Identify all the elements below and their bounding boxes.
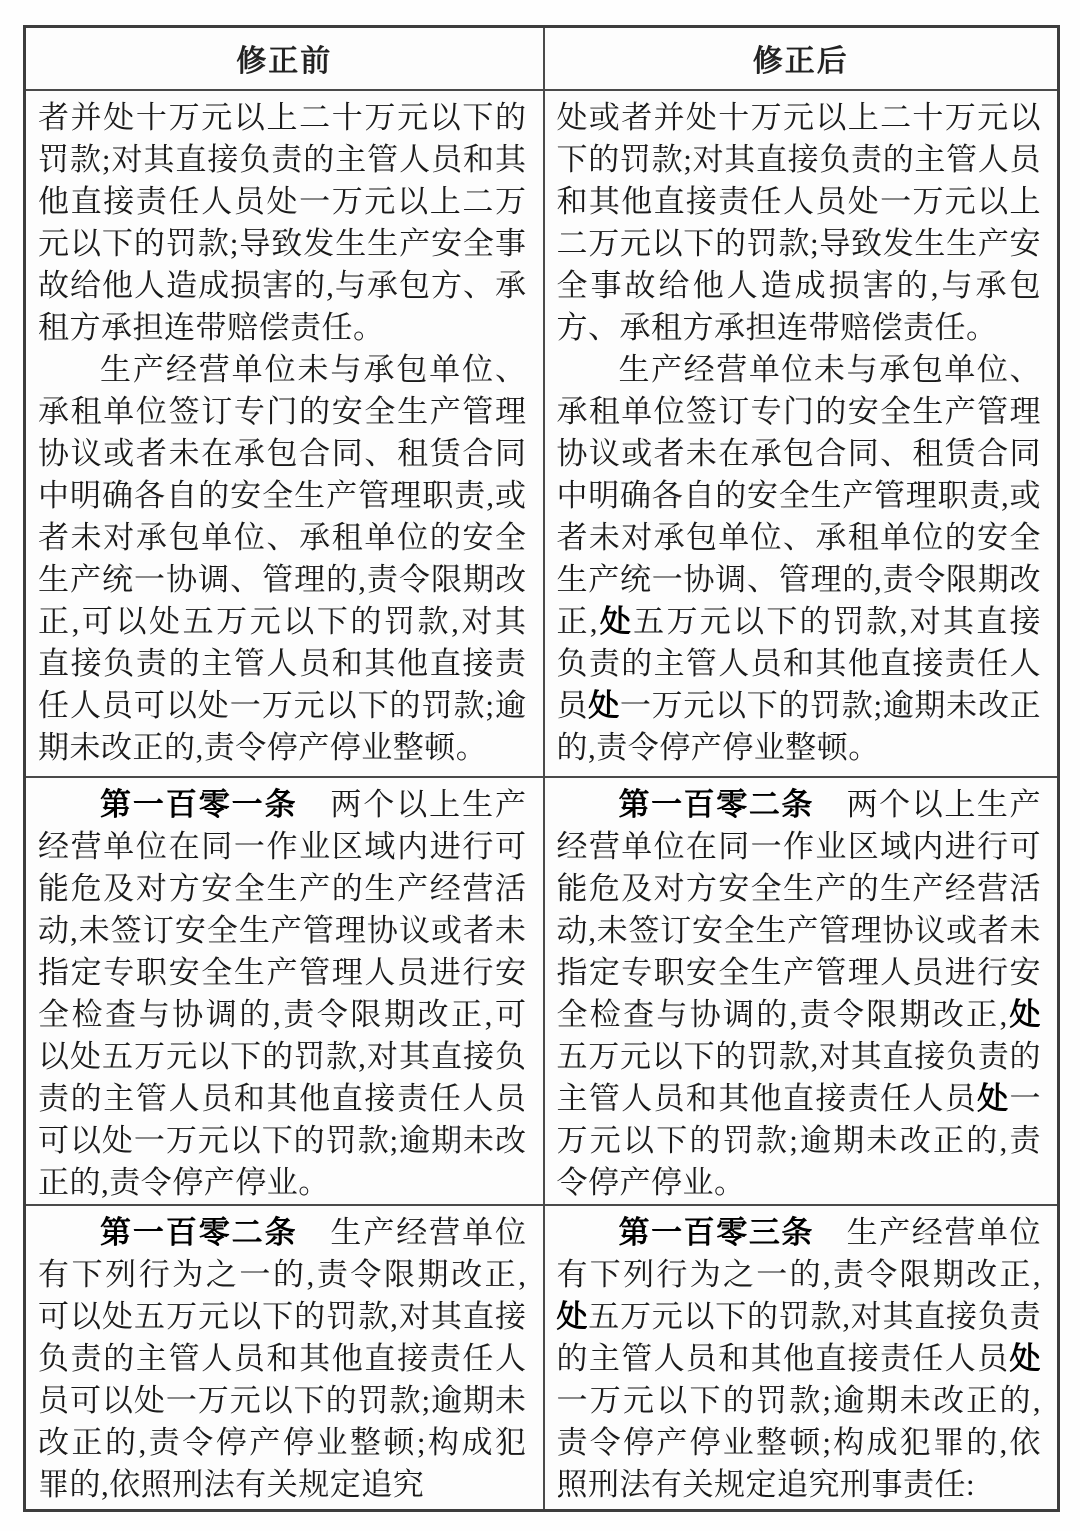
table-row: [25, 1205, 1059, 1511]
amended-bold-text: 第一百零三条: [618, 1214, 814, 1250]
header-row: [25, 27, 1059, 90]
column-header-before: 修正前: [25, 27, 544, 90]
paragraph: [38, 784, 527, 1204]
amended-bold-text: 第一百零二条: [100, 1214, 298, 1250]
amended-bold-text: 处: [977, 1080, 1010, 1116]
text-run: 生产经营单位有下列行为之一的,责令限期改正,: [556, 1214, 1041, 1292]
amended-bold-text: 第一百零一条: [100, 786, 298, 822]
text-run: 五万元以下的罚款,对其直接负责的主管人员和其他直接责任: [556, 603, 1042, 681]
paragraph: [38, 349, 527, 769]
text-run: 人员: [556, 645, 1041, 723]
amended-bold-text: 处: [588, 687, 620, 723]
text-run: 一万元以下的罚款;逾期未改正的,责令停产停业整顿。: [556, 687, 1042, 765]
table-row: [25, 90, 1059, 777]
cell-after-row1: [544, 90, 1059, 777]
text-run: 两个以上生产经营单位在同一作业区域内进行可能危及对方安全生产的生产经营活动,未签订安全生产管理协议或者未指定专职安全生产管理人员进行安全检查与协调的,责令限期改正,: [556, 786, 1041, 1032]
cell-before-row2: [25, 777, 544, 1205]
text-run: 两个以上生产经营单位在同一作业区域内进行可能危及对方安全生产的生产经营活动,未签订安全生产管理协议或者未指定专职安全生产管理人员进行安全检查与协调的,责令限期改正,可以处五万元以下的罚款,对其直接负责的主管人员和其他直接责任人员可以处一万元以下的罚款;逾期未改正的,责令停产停业。: [38, 786, 527, 1200]
amended-bold-text: 处: [1007, 996, 1042, 1032]
text-run: 生产经营单位未与承包单位、承租单位签订专门的安全生产管理协议或者未在承包合同、租赁合同中明确各自的安全生产管理职责,或者未对承包单位、承租单位的安全生产统一协调、管理的,责令限期改正,可以处五万元以下的罚款,对其直接负责的主管人员和其他直接责任人员可以处一万元以下的罚款;逾期未改正的,责令停产停业整顿。: [38, 351, 527, 765]
cell-after-row2: [544, 777, 1059, 1205]
paragraph: [557, 784, 1042, 1204]
text-run: 五万元以下的罚款,对其直接负责的主管人员和其他直接责任人员: [556, 1298, 1041, 1376]
text-run: 五万元以下的罚款,对其直接负责的主管人员和其他直接责任人员: [556, 1038, 1041, 1116]
amended-bold-text: 处: [1009, 1340, 1041, 1376]
text-run: 一万元以下的罚款;逾期未改正的,责令停产停业整顿;构成犯罪的,依照刑法有关规定追究刑事责任:: [556, 1382, 1041, 1502]
column-header-after: 修正后: [544, 27, 1059, 90]
text-run: 生产经营单位有下列行为之一的,责令限期改正,可以处五万元以下的罚款,对其直接负责的主管人员和其他直接责任人员可以处一万元以下的罚款;逾期未改正的,责令停产停业整顿;构成犯罪的,依照刑法有关规定追究: [38, 1214, 527, 1502]
amended-bold-text: 处: [598, 603, 634, 639]
text-run: 者并处十万元以上二十万元以下的罚款;对其直接负责的主管人员和其他直接责任人员处一万元以上二万元以下的罚款;导致发生生产安全事故给他人造成损害的,与承包方、承租方承担连带赔偿责任。: [38, 99, 527, 345]
paragraph: [38, 97, 527, 349]
text-run: 生产经营单位未与承包单位、承租单位签订专门的安全生产管理协议或者未在承包合同、租赁合同中明确各自的安全生产管理职责,或者未对承包单位、承租单位的安全生产统一协调、管理的,责令限期改正,: [556, 351, 1041, 639]
paragraph: [557, 349, 1042, 769]
cell-before-row1: [25, 90, 544, 777]
amendment-comparison-table: [23, 25, 1060, 1512]
text-run: 一万元以下的罚款;逾期未改正的,责令停产停业。: [556, 1080, 1042, 1200]
cell-before-row3: [25, 1205, 544, 1511]
text-run: 处或者并处十万元以上二十万元以下的罚款;对其直接负责的主管人员和其他直接责任人员处一万元以上二万元以下的罚款;导致发生生产安全事故给他人造成损害的,与承包方、承租方承担连带赔偿责任。: [556, 99, 1041, 345]
amended-bold-text: 第一百零二条: [618, 786, 814, 822]
paragraph: [557, 97, 1042, 349]
paragraph: [557, 1212, 1042, 1506]
amended-bold-text: 处: [556, 1298, 589, 1334]
paragraph: [38, 1212, 527, 1506]
table-row: [25, 777, 1059, 1205]
cell-after-row3: [544, 1205, 1059, 1511]
